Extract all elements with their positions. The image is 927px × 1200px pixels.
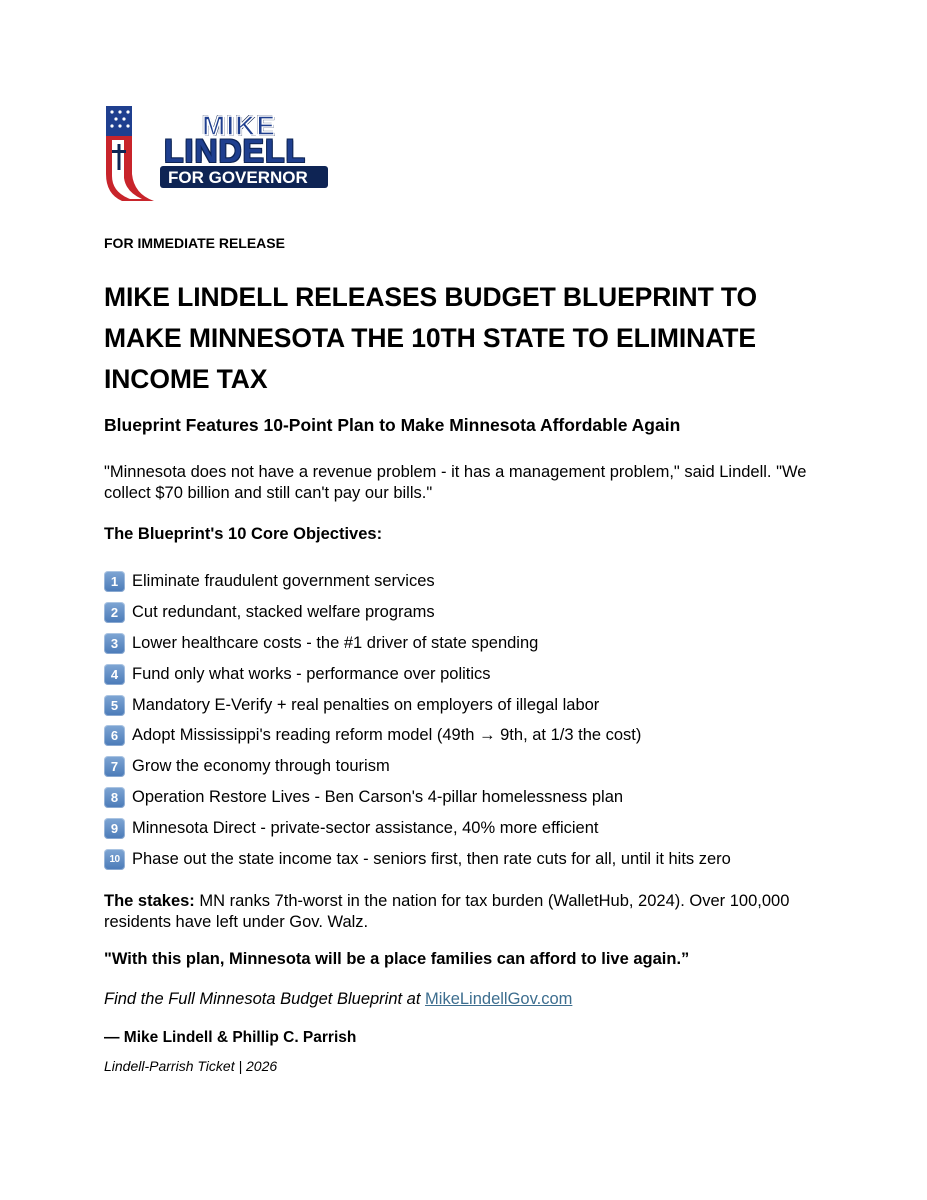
lindell-quote: "Minnesota does not have a revenue problem - it has a management problem," said Lindell. "We collect $70 billion and still can't pay our bills."	[104, 463, 807, 502]
logo-line-for-governor: FOR GOVERNOR	[168, 168, 308, 187]
number-3-icon: 3	[104, 633, 125, 654]
number-10-icon: 10	[104, 849, 125, 870]
headline: MIKE LINDELL RELEASES BUDGET BLUEPRINT TO MAKE MINNESOTA THE 10TH STATE TO ELIMINATE INCOME TAX	[104, 282, 758, 394]
objective-text: Cut redundant, stacked welfare programs	[132, 602, 435, 621]
ticket-line: Lindell-Parrish Ticket | 2026	[104, 1058, 278, 1074]
objective-text: Eliminate fraudulent government services	[132, 571, 435, 590]
objective-text: Adopt Mississippi's reading reform model (49th → 9th, at 1/3 the cost)	[132, 726, 642, 745]
find-text: Find the Full Minnesota Budget Blueprint at	[104, 990, 426, 1008]
stakes-text: MN ranks 7th-worst in the nation for tax burden (WalletHub, 2024). Over 100,000 residents have left under Gov. Walz.	[104, 892, 790, 931]
number-5-icon: 5	[104, 695, 125, 716]
objective-item	[104, 813, 731, 844]
campaign-logo	[104, 104, 334, 205]
objective-item	[104, 720, 731, 751]
find-blueprint	[104, 990, 572, 1009]
objective-item	[104, 628, 731, 659]
objective-item	[104, 844, 731, 875]
number-2-icon: 2	[104, 602, 125, 623]
number-4-icon: 4	[104, 664, 125, 685]
objectives-list	[104, 566, 731, 875]
number-1-icon: 1	[104, 571, 125, 592]
objective-text: Phase out the state income tax - seniors first, then rate cuts for all, until it hits zero	[132, 849, 731, 868]
number-6-icon: 6	[104, 725, 125, 746]
number-9-icon: 9	[104, 818, 125, 839]
objective-text: Fund only what works - performance over politics	[132, 664, 491, 683]
website-link[interactable]: MikeLindellGov.com	[425, 990, 573, 1008]
objective-item	[104, 690, 731, 721]
objective-text: Mandatory E-Verify + real penalties on employers of illegal labor	[132, 695, 600, 714]
objective-item	[104, 597, 731, 628]
logo-line-mike: MIKE	[202, 110, 276, 141]
objective-item	[104, 659, 731, 690]
closing-quote: "With this plan, Minnesota will be a place families can afford to live again.”	[104, 950, 690, 968]
objective-text: Lower healthcare costs - the #1 driver of state spending	[132, 633, 539, 652]
stakes-label: The stakes:	[104, 892, 195, 910]
objective-text: Operation Restore Lives - Ben Carson's 4-pillar homelessness plan	[132, 788, 624, 807]
subheadline: Blueprint Features 10-Point Plan to Make Minnesota Affordable Again	[104, 415, 681, 435]
number-7-icon: 7	[104, 756, 125, 777]
release-label: FOR IMMEDIATE RELEASE	[104, 235, 285, 251]
number-8-icon: 8	[104, 787, 125, 808]
objective-item	[104, 566, 731, 597]
objective-item	[104, 751, 731, 782]
stakes-paragraph	[104, 891, 824, 933]
objective-text: Grow the economy through tourism	[132, 757, 390, 776]
signature: — Mike Lindell & Phillip C. Parrish	[104, 1029, 357, 1046]
objective-text: Minnesota Direct - private-sector assistance, 40% more efficient	[132, 819, 599, 838]
objectives-title: The Blueprint's 10 Core Objectives:	[104, 525, 383, 543]
logo-line-lindell: LINDELL	[164, 133, 307, 169]
objective-item	[104, 782, 731, 813]
